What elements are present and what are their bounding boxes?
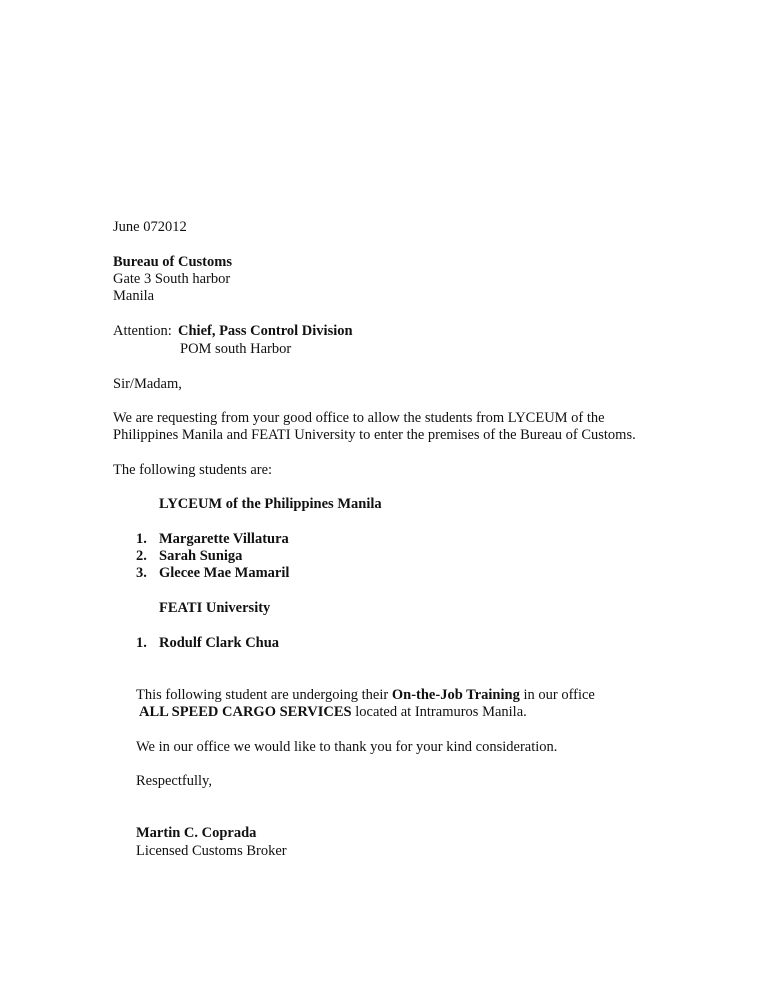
recipient-org: Bureau of Customs	[113, 254, 232, 270]
recipient-address-line1: Gate 3 South harbor	[113, 271, 231, 287]
student-list-item	[136, 531, 289, 548]
student-name: Rodulf Clark Chua	[159, 635, 280, 651]
letter-date: June 072012	[113, 219, 187, 235]
training-line2	[139, 704, 527, 721]
student-name: Sarah Suniga	[159, 548, 243, 564]
student-list-item	[136, 548, 242, 565]
student-list-item	[136, 565, 289, 582]
thanks-line: We in our office we would like to thank you for your kind consideration.	[136, 739, 558, 755]
school-heading-lyceum: LYCEUM of the Philippines Manila	[159, 496, 382, 512]
attention-label: Attention:	[113, 323, 172, 339]
list-number: 1.	[136, 531, 147, 547]
attention-subtitle: POM south Harbor	[180, 341, 292, 357]
school-heading-feati: FEATI University	[159, 600, 271, 616]
list-number: 1.	[136, 635, 147, 651]
body-line1: We are requesting from your good office to allow the students from LYCEUM of the	[113, 410, 605, 426]
student-name: Glecee Mae Mamaril	[159, 565, 290, 581]
training-text-part1: This following student are undergoing their	[136, 687, 392, 703]
training-line1	[136, 687, 595, 704]
company-name: ALL SPEED CARGO SERVICES	[139, 704, 352, 720]
closing: Respectfully,	[136, 773, 212, 789]
list-number: 2.	[136, 548, 147, 564]
list-number: 3.	[136, 565, 147, 581]
salutation: Sir/Madam,	[113, 376, 182, 392]
signature-name: Martin C. Coprada	[136, 825, 257, 841]
attention-title: Chief, Pass Control Division	[178, 323, 353, 339]
students-intro: The following students are:	[113, 462, 273, 478]
signature-title: Licensed Customs Broker	[136, 843, 287, 859]
recipient-address-line2: Manila	[113, 288, 155, 304]
student-list-item	[136, 635, 279, 652]
training-text-part2: in our office	[519, 687, 595, 703]
ojt-emphasis: On-the-Job Training	[391, 687, 520, 703]
training-text-part3: located at Intramuros Manila.	[351, 704, 527, 720]
student-name: Margarette Villatura	[159, 531, 289, 547]
body-line2: Philippines Manila and FEATI University to enter the premises of the Bureau of Customs.	[113, 427, 636, 443]
